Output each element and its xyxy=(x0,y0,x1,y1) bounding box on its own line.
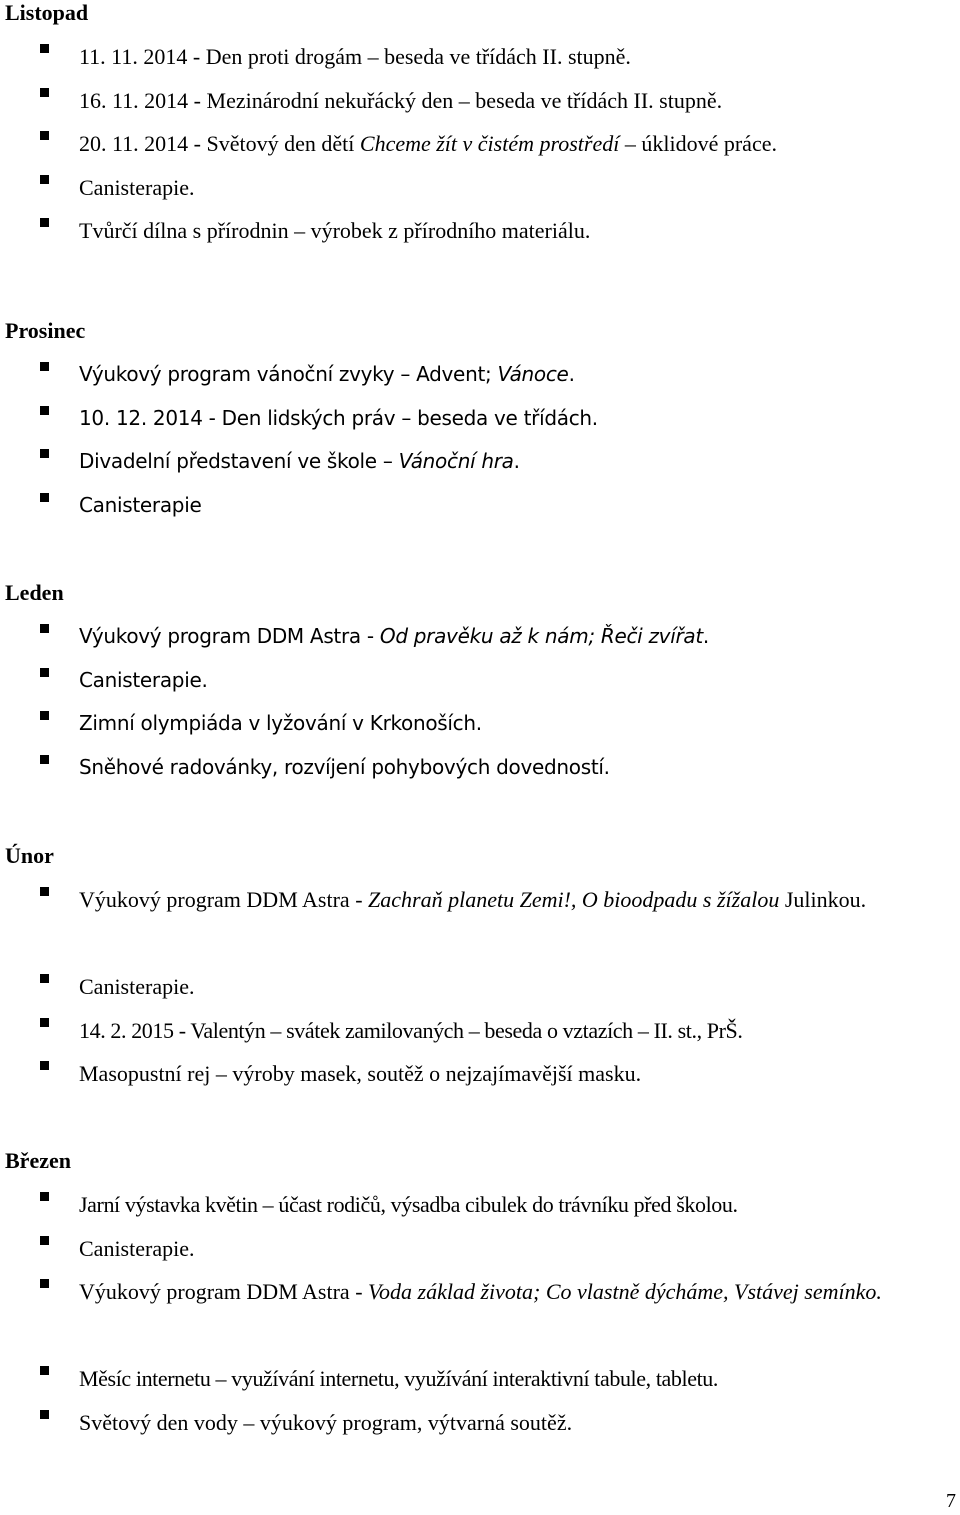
section-heading-unor: Únor xyxy=(5,843,54,868)
square-bullet-icon xyxy=(40,175,49,184)
section-heading-prosinec: Prosinec xyxy=(5,318,86,343)
square-bullet-icon xyxy=(40,1279,49,1288)
square-bullet-icon xyxy=(40,624,49,633)
list-item: Masopustní rej – výroby masek, soutěž o nejzajímavější masku. xyxy=(0,1052,960,1096)
list-item: 11. 11. 2014 - Den proti drogám – beseda ve třídách II. stupně. xyxy=(0,35,960,79)
list-item: Výukový program DDM Astra - Od pravěku až k nám; Řeči zvířat. xyxy=(0,615,960,659)
square-bullet-icon xyxy=(40,1366,49,1375)
square-bullet-icon xyxy=(40,711,49,720)
square-bullet-icon xyxy=(40,887,49,896)
list-listopad xyxy=(0,35,960,253)
list-item: Canisterapie. xyxy=(0,1227,960,1271)
square-bullet-icon xyxy=(40,1061,49,1070)
list-item: Canisterapie. xyxy=(0,659,960,703)
square-bullet-icon xyxy=(40,88,49,97)
list-item: Divadelní představení ve škole – Vánoční hra. xyxy=(0,440,960,484)
list-item: Jarní výstavka květin – účast rodičů, výsadba cibulek do trávníku před školou. xyxy=(0,1183,960,1227)
list-item: Canisterapie. xyxy=(0,965,960,1009)
list-item: Světový den vody – výukový program, výtvarná soutěž. xyxy=(0,1401,960,1445)
list-item: Sněhové radovánky, rozvíjení pohybových dovedností. xyxy=(0,746,960,790)
square-bullet-icon xyxy=(40,974,49,983)
square-bullet-icon xyxy=(40,493,49,502)
section-heading-leden: Leden xyxy=(5,580,64,605)
square-bullet-icon xyxy=(40,755,49,764)
list-item: Měsíc internetu – využívání internetu, využívání interaktivní tabule, tabletu. xyxy=(0,1357,960,1401)
square-bullet-icon xyxy=(40,406,49,415)
square-bullet-icon xyxy=(40,668,49,677)
list-item: Výukový program DDM Astra - Voda základ života; Co vlastně dýcháme, Vstávej semínko. xyxy=(0,1270,960,1357)
square-bullet-icon xyxy=(40,218,49,227)
list-item: 20. 11. 2014 - Světový den dětí Chceme žít v čistém prostředí – úklidové práce. xyxy=(0,122,960,166)
square-bullet-icon xyxy=(40,362,49,371)
list-leden xyxy=(0,615,960,789)
section-heading-brezen: Březen xyxy=(5,1148,71,1173)
list-item: Zimní olympiáda v lyžování v Krkonoších. xyxy=(0,702,960,746)
list-item: 16. 11. 2014 - Mezinárodní nekuřácký den – beseda ve třídách II. stupně. xyxy=(0,79,960,123)
section-heading-listopad: Listopad xyxy=(5,0,89,25)
list-item: 14. 2. 2015 - Valentýn – svátek zamilovaných – beseda o vztazích – II. st., PrŠ. xyxy=(0,1009,960,1053)
list-item: Výukový program vánoční zvyky – Advent; Vánoce. xyxy=(0,353,960,397)
square-bullet-icon xyxy=(40,1410,49,1419)
list-item: Canisterapie. xyxy=(0,166,960,210)
list-item: Canisterapie xyxy=(0,484,960,528)
list-item: Tvůrčí dílna s přírodnin – výrobek z přírodního materiálu. xyxy=(0,209,960,253)
square-bullet-icon xyxy=(40,44,49,53)
list-unor xyxy=(0,878,960,1096)
list-item: Výukový program DDM Astra - Zachraň planetu Zemi!, O bioodpadu s žížalou Julinkou. xyxy=(0,878,960,965)
square-bullet-icon xyxy=(40,131,49,140)
page-number: 7 xyxy=(946,1490,956,1512)
square-bullet-icon xyxy=(40,449,49,458)
list-item: 10. 12. 2014 - Den lidských práv – beseda ve třídách. xyxy=(0,397,960,441)
list-brezen xyxy=(0,1183,960,1445)
square-bullet-icon xyxy=(40,1236,49,1245)
square-bullet-icon xyxy=(40,1018,49,1027)
list-prosinec xyxy=(0,353,960,527)
square-bullet-icon xyxy=(40,1192,49,1201)
